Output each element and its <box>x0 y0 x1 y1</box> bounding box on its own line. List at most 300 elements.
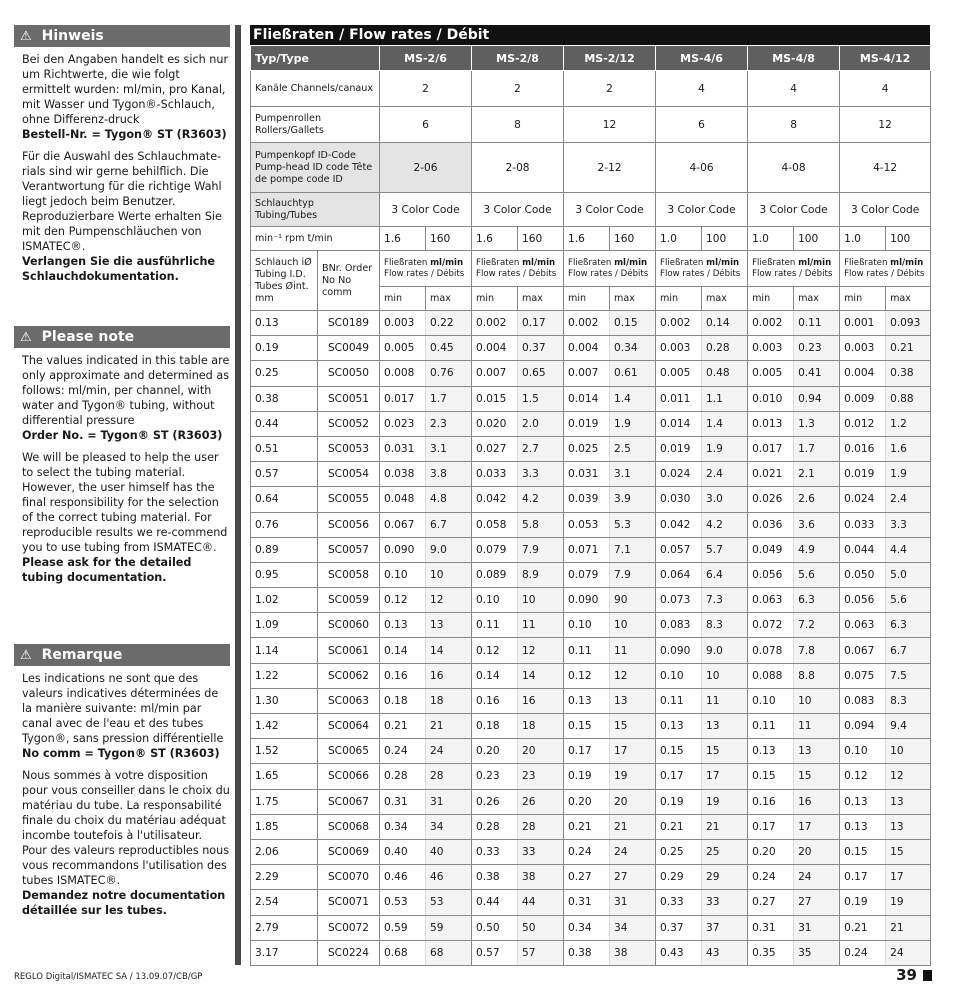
table-row <box>251 814 931 839</box>
flow-value-cell: 16 <box>518 688 564 713</box>
flow-value-cell: 0.025 <box>564 436 610 461</box>
min-header-cell: min <box>840 287 886 311</box>
rpm-min-cell: 1.0 <box>656 227 702 251</box>
channels-row <box>251 71 931 107</box>
table-row <box>251 537 931 562</box>
table-row <box>251 789 931 814</box>
flow-label-cell <box>380 251 472 287</box>
flow-label-cell <box>840 251 931 287</box>
rpm-min-cell: 1.6 <box>564 227 610 251</box>
flow-value-cell: 0.31 <box>564 890 610 915</box>
flow-value-cell: 17 <box>886 865 931 890</box>
flow-label-cell <box>656 251 748 287</box>
idcode-cell: 4-08 <box>748 143 840 193</box>
paragraph: Les indications ne sont que des valeurs indicatives déterminées de la manière suivante: ml/min par canal avec de l'eau et des tubes Tygon®, sans pression différentielle No comm = Tygon® ST (R3603) <box>22 672 224 761</box>
flow-value-cell: 0.039 <box>564 487 610 512</box>
paragraph: The values indicated in this table are only approximate and determined as follows: ml/min, per channel, with water and Tygon® tubing, without differential pressure Order No. = Tygon® ST (R3603) <box>22 354 230 443</box>
tube-id-cell: 2.06 <box>251 839 318 864</box>
flow-value-cell: 0.28 <box>702 336 748 361</box>
rpm-max-cell: 160 <box>518 227 564 251</box>
flow-value-cell: 0.65 <box>518 361 564 386</box>
channels-cell: 2 <box>472 71 564 107</box>
flow-label-text: Flow rates / Débits <box>660 268 741 279</box>
flow-value-cell: 0.41 <box>794 361 840 386</box>
flow-value-cell: 0.053 <box>564 512 610 537</box>
flow-value-cell: 6.7 <box>426 512 472 537</box>
flow-value-cell: 0.019 <box>564 411 610 436</box>
section-title: Please note <box>41 329 135 345</box>
order-no-cell: SC0072 <box>318 915 380 940</box>
flow-value-cell: 0.031 <box>380 436 426 461</box>
flow-value-cell: 0.15 <box>748 764 794 789</box>
type-header-cell: MS-4/6 <box>656 46 748 71</box>
flow-value-cell: 1.4 <box>610 386 656 411</box>
flow-value-cell: 0.004 <box>564 336 610 361</box>
flow-value-cell: 8.3 <box>702 613 748 638</box>
flow-label-row <box>251 251 931 287</box>
tube-id-label: Schlauch iØ Tubing I.D. Tubes Øint. mm <box>251 251 318 311</box>
rpm-max-cell: 100 <box>794 227 840 251</box>
flow-value-cell: 29 <box>702 865 748 890</box>
flow-value-cell: 35 <box>794 940 840 965</box>
rpm-max-cell: 100 <box>702 227 748 251</box>
flow-value-cell: 9.0 <box>702 638 748 663</box>
flow-value-cell: 0.023 <box>380 411 426 436</box>
flow-value-cell: 7.9 <box>610 562 656 587</box>
flow-value-cell: 1.5 <box>518 386 564 411</box>
rollers-label: Pumpenrollen Rollers/Gallets <box>251 107 380 143</box>
flow-value-cell: 0.13 <box>840 814 886 839</box>
flow-value-cell: 0.007 <box>472 361 518 386</box>
table-row <box>251 386 931 411</box>
order-no-cell: SC0051 <box>318 386 380 411</box>
flow-value-cell: 2.3 <box>426 411 472 436</box>
flow-value-cell: 20 <box>518 739 564 764</box>
flow-value-cell: 13 <box>426 613 472 638</box>
tube-id-cell: 1.09 <box>251 613 318 638</box>
flow-value-cell: 0.031 <box>564 462 610 487</box>
flow-value-cell: 0.083 <box>656 613 702 638</box>
divider-bar <box>235 25 241 965</box>
tube-id-cell: 2.79 <box>251 915 318 940</box>
flow-value-cell: 1.4 <box>702 411 748 436</box>
order-no-cell: SC0054 <box>318 462 380 487</box>
table-row <box>251 336 931 361</box>
table-title: Fließraten / Flow rates / Débit <box>250 25 930 45</box>
flow-value-cell: 0.090 <box>656 638 702 663</box>
rollers-cell: 6 <box>380 107 472 143</box>
flow-value-cell: 0.13 <box>380 613 426 638</box>
flow-value-cell: 0.067 <box>840 638 886 663</box>
flow-value-cell: 0.25 <box>656 839 702 864</box>
flow-value-cell: 21 <box>426 714 472 739</box>
flow-value-cell: 10 <box>610 613 656 638</box>
flow-value-cell: 0.11 <box>656 688 702 713</box>
channels-cell: 4 <box>748 71 840 107</box>
flow-value-cell: 0.19 <box>564 764 610 789</box>
flow-value-cell: 10 <box>794 688 840 713</box>
flow-value-cell: 0.76 <box>426 361 472 386</box>
flow-value-cell: 0.15 <box>610 311 656 336</box>
flow-value-cell: 13 <box>610 688 656 713</box>
flow-label-text: Flow rates / Débits <box>476 268 557 279</box>
flow-value-cell: 0.12 <box>564 663 610 688</box>
idcode-cell: 4-12 <box>840 143 931 193</box>
tube-id-cell: 0.57 <box>251 462 318 487</box>
flow-value-cell: 9.4 <box>886 714 931 739</box>
flow-value-cell: 0.40 <box>380 839 426 864</box>
flow-value-cell: 0.008 <box>380 361 426 386</box>
flow-value-cell: 90 <box>610 588 656 613</box>
table-row <box>251 865 931 890</box>
flow-rates-panel <box>250 25 930 966</box>
flow-value-cell: 0.68 <box>380 940 426 965</box>
flow-value-cell: 4.2 <box>702 512 748 537</box>
flow-value-cell: 0.61 <box>610 361 656 386</box>
order-no-cell: SC0064 <box>318 714 380 739</box>
min-header-cell: min <box>472 287 518 311</box>
flow-value-cell: 0.24 <box>748 865 794 890</box>
flow-value-cell: 15 <box>794 764 840 789</box>
flow-label-cell <box>564 251 656 287</box>
flow-value-cell: 0.13 <box>564 688 610 713</box>
flow-value-cell: 0.001 <box>840 311 886 336</box>
order-no-cell: SC0071 <box>318 890 380 915</box>
type-header-cell: MS-2/8 <box>472 46 564 71</box>
flow-value-cell: 0.030 <box>656 487 702 512</box>
flow-value-cell: 0.28 <box>380 764 426 789</box>
tube-id-cell: 2.54 <box>251 890 318 915</box>
flow-value-cell: 0.20 <box>564 789 610 814</box>
flow-value-cell: 0.026 <box>748 487 794 512</box>
flow-value-cell: 0.57 <box>472 940 518 965</box>
tubing-cell: 3 Color Code <box>380 193 472 227</box>
type-header-cell: MS-4/12 <box>840 46 931 71</box>
flow-value-cell: 11 <box>518 613 564 638</box>
tube-id-cell: 0.44 <box>251 411 318 436</box>
flow-value-cell: 10 <box>426 562 472 587</box>
rollers-row <box>251 107 931 143</box>
flow-value-cell: 0.056 <box>840 588 886 613</box>
flow-value-cell: 0.11 <box>472 613 518 638</box>
flow-value-cell: 0.10 <box>564 613 610 638</box>
flow-value-cell: 3.0 <box>702 487 748 512</box>
flow-label-text: Flow rates / Débits <box>844 268 925 279</box>
flow-value-cell: 0.079 <box>472 537 518 562</box>
flow-value-cell: 0.26 <box>472 789 518 814</box>
flow-value-cell: 17 <box>702 764 748 789</box>
rpm-min-cell: 1.6 <box>472 227 518 251</box>
tube-id-cell: 0.89 <box>251 537 318 562</box>
flow-value-cell: 0.050 <box>840 562 886 587</box>
flow-value-cell: 0.11 <box>748 714 794 739</box>
page-marker <box>923 970 932 981</box>
flow-value-cell: 0.004 <box>472 336 518 361</box>
flow-value-cell: 0.34 <box>564 915 610 940</box>
flow-value-cell: 0.003 <box>656 336 702 361</box>
tube-id-cell: 1.30 <box>251 688 318 713</box>
flow-value-cell: 0.13 <box>656 714 702 739</box>
type-header-row <box>251 46 931 71</box>
flow-label-text: Fließraten <box>476 257 523 268</box>
flow-value-cell: 0.012 <box>840 411 886 436</box>
table-row <box>251 663 931 688</box>
flow-value-cell: 0.064 <box>656 562 702 587</box>
flow-label-unit: ml/min <box>798 257 832 268</box>
table-row <box>251 462 931 487</box>
rpm-max-cell: 160 <box>610 227 656 251</box>
flow-value-cell: 7.3 <box>702 588 748 613</box>
order-no-cell: SC0057 <box>318 537 380 562</box>
flow-value-cell: 0.042 <box>472 487 518 512</box>
flow-value-cell: 31 <box>794 915 840 940</box>
section-title: Hinweis <box>41 28 104 44</box>
flow-value-cell: 13 <box>886 814 931 839</box>
flow-value-cell: 0.083 <box>840 688 886 713</box>
rollers-cell: 12 <box>840 107 931 143</box>
footer-text: REGLO Digital/ISMATEC SA / 13.09.07/CB/GP <box>14 972 203 982</box>
table-row <box>251 915 931 940</box>
flow-value-cell: 27 <box>794 890 840 915</box>
warning-triangle-icon: ⚠ <box>20 28 32 44</box>
flow-value-cell: 0.019 <box>656 436 702 461</box>
flow-value-cell: 0.21 <box>886 336 931 361</box>
table-row <box>251 512 931 537</box>
tube-id-cell: 1.52 <box>251 739 318 764</box>
flow-value-cell: 0.003 <box>840 336 886 361</box>
flow-value-cell: 0.072 <box>748 613 794 638</box>
flow-value-cell: 13 <box>702 714 748 739</box>
flow-label-unit: ml/min <box>890 257 924 268</box>
flow-value-cell: 0.17 <box>656 764 702 789</box>
flow-value-cell: 0.020 <box>472 411 518 436</box>
flow-value-cell: 1.1 <box>702 386 748 411</box>
flow-value-cell: 0.24 <box>380 739 426 764</box>
order-no-cell: SC0065 <box>318 739 380 764</box>
page-number: 39 <box>896 966 932 984</box>
flow-value-cell: 0.37 <box>518 336 564 361</box>
flow-value-cell: 0.37 <box>656 915 702 940</box>
paragraph: Bei den Angaben handelt es sich nur um Richtwerte, die wie folgt ermittelt wurden: ml/min, pro Kanal, mit Wasser und Tygon®-Schlauch, ohne Differenz-druck Bestell-Nr. = Tygon® ST (R3603) <box>22 53 229 142</box>
flow-value-cell: 0.019 <box>840 462 886 487</box>
flow-value-cell: 1.9 <box>886 462 931 487</box>
flow-value-cell: 1.3 <box>794 411 840 436</box>
flow-value-cell: 3.3 <box>518 462 564 487</box>
flow-value-cell: 0.024 <box>656 462 702 487</box>
flow-value-cell: 0.94 <box>794 386 840 411</box>
section-header-note <box>14 326 230 348</box>
flow-value-cell: 0.59 <box>380 915 426 940</box>
tubing-cell: 3 Color Code <box>748 193 840 227</box>
flow-label-text: Fließraten <box>384 257 431 268</box>
tubing-label: Schlauchtyp Tubing/Tubes <box>251 193 380 227</box>
sidebar-notes <box>14 25 230 925</box>
flow-value-cell: 8.8 <box>794 663 840 688</box>
flow-value-cell: 6.7 <box>886 638 931 663</box>
idcode-cell: 2-08 <box>472 143 564 193</box>
paragraph: We will be pleased to help the user to select the tubing material. However, the user himself has the final responsibility for the selection of the correct tubing material. For reproducible results we re-commend you to use tubing from ISMATEC®. Please ask for the detailed tubing documentation. <box>22 450 228 585</box>
type-header-cell: MS-4/8 <box>748 46 840 71</box>
table-row <box>251 361 931 386</box>
tube-id-cell: 0.76 <box>251 512 318 537</box>
flow-value-cell: 8.3 <box>886 688 931 713</box>
flow-label-text: Flow rates / Débits <box>568 268 649 279</box>
flow-value-cell: 0.027 <box>472 436 518 461</box>
flow-label-text: Fließraten <box>660 257 707 268</box>
type-header-cell: MS-2/12 <box>564 46 656 71</box>
flow-value-cell: 6.3 <box>794 588 840 613</box>
type-label: Typ/Type <box>251 46 380 71</box>
flow-value-cell: 15 <box>610 714 656 739</box>
tube-id-cell: 0.64 <box>251 487 318 512</box>
flow-value-cell: 1.6 <box>886 436 931 461</box>
flow-value-cell: 1.9 <box>702 436 748 461</box>
section-remarque <box>14 644 230 919</box>
flow-value-cell: 5.6 <box>886 588 931 613</box>
tube-id-cell: 0.19 <box>251 336 318 361</box>
tube-id-cell: 2.29 <box>251 865 318 890</box>
flow-value-cell: 0.44 <box>472 890 518 915</box>
flow-value-cell: 5.6 <box>794 562 840 587</box>
flow-value-cell: 31 <box>426 789 472 814</box>
flow-value-cell: 6.4 <box>702 562 748 587</box>
flow-value-cell: 0.010 <box>748 386 794 411</box>
flow-value-cell: 27 <box>610 865 656 890</box>
flow-value-cell: 0.24 <box>564 839 610 864</box>
flow-value-cell: 0.34 <box>380 814 426 839</box>
table-row <box>251 436 931 461</box>
flow-rates-table <box>250 45 931 966</box>
flow-value-cell: 0.20 <box>472 739 518 764</box>
flow-value-cell: 0.038 <box>380 462 426 487</box>
flow-value-cell: 5.0 <box>886 562 931 587</box>
flow-value-cell: 0.079 <box>564 562 610 587</box>
flow-value-cell: 34 <box>426 814 472 839</box>
flow-value-cell: 3.6 <box>794 512 840 537</box>
flow-value-cell: 0.10 <box>840 739 886 764</box>
tube-id-cell: 0.95 <box>251 562 318 587</box>
flow-value-cell: 21 <box>610 814 656 839</box>
flow-value-cell: 0.38 <box>564 940 610 965</box>
section-header-hinweis <box>14 25 230 47</box>
flow-label-cell <box>472 251 564 287</box>
order-no-cell: SC0068 <box>318 814 380 839</box>
flow-value-cell: 2.4 <box>886 487 931 512</box>
flow-value-cell: 11 <box>794 714 840 739</box>
flow-value-cell: 0.19 <box>656 789 702 814</box>
flow-value-cell: 0.049 <box>748 537 794 562</box>
flow-value-cell: 19 <box>610 764 656 789</box>
tube-id-cell: 1.22 <box>251 663 318 688</box>
flow-value-cell: 17 <box>610 739 656 764</box>
order-no-cell: SC0062 <box>318 663 380 688</box>
flow-value-cell: 15 <box>886 839 931 864</box>
order-no-cell: SC0060 <box>318 613 380 638</box>
flow-value-cell: 13 <box>794 739 840 764</box>
flow-label-cell <box>748 251 840 287</box>
tube-id-cell: 0.13 <box>251 311 318 336</box>
flow-value-cell: 2.7 <box>518 436 564 461</box>
flow-value-cell: 0.090 <box>380 537 426 562</box>
flow-value-cell: 0.28 <box>472 814 518 839</box>
flow-value-cell: 0.004 <box>840 361 886 386</box>
flow-value-cell: 12 <box>886 764 931 789</box>
flow-label-unit: ml/min <box>614 257 648 268</box>
flow-value-cell: 0.002 <box>748 311 794 336</box>
flow-label-text: Fließraten <box>752 257 799 268</box>
flow-value-cell: 7.8 <box>794 638 840 663</box>
flow-value-cell: 0.071 <box>564 537 610 562</box>
flow-value-cell: 0.13 <box>840 789 886 814</box>
flow-value-cell: 0.88 <box>886 386 931 411</box>
flow-value-cell: 0.017 <box>380 386 426 411</box>
flow-value-cell: 38 <box>610 940 656 965</box>
flow-value-cell: 0.011 <box>656 386 702 411</box>
flow-value-cell: 0.29 <box>656 865 702 890</box>
flow-value-cell: 0.21 <box>564 814 610 839</box>
flow-value-cell: 3.3 <box>886 512 931 537</box>
idcode-cell: 4-06 <box>656 143 748 193</box>
tube-id-cell: 1.85 <box>251 814 318 839</box>
flow-value-cell: 18 <box>426 688 472 713</box>
flow-value-cell: 0.014 <box>656 411 702 436</box>
flow-value-cell: 24 <box>794 865 840 890</box>
flow-value-cell: 0.005 <box>656 361 702 386</box>
flow-value-cell: 44 <box>518 890 564 915</box>
flow-value-cell: 0.13 <box>748 739 794 764</box>
order-no-cell: SC0063 <box>318 688 380 713</box>
rollers-cell: 6 <box>656 107 748 143</box>
max-header-cell: max <box>794 287 840 311</box>
section-hinweis <box>14 25 230 326</box>
flow-value-cell: 0.11 <box>794 311 840 336</box>
flow-value-cell: 0.067 <box>380 512 426 537</box>
warning-triangle-icon: ⚠ <box>20 329 32 345</box>
flow-value-cell: 28 <box>518 814 564 839</box>
flow-value-cell: 2.4 <box>702 462 748 487</box>
table-row <box>251 940 931 965</box>
tube-id-cell: 0.51 <box>251 436 318 461</box>
flow-value-cell: 7.1 <box>610 537 656 562</box>
flow-value-cell: 1.2 <box>886 411 931 436</box>
type-header-cell: MS-2/6 <box>380 46 472 71</box>
flow-value-cell: 57 <box>518 940 564 965</box>
table-row <box>251 638 931 663</box>
flow-value-cell: 12 <box>426 588 472 613</box>
order-no-cell: SC0055 <box>318 487 380 512</box>
flow-value-cell: 21 <box>702 814 748 839</box>
flow-value-cell: 24 <box>886 940 931 965</box>
rpm-max-cell: 100 <box>886 227 931 251</box>
flow-value-cell: 4.4 <box>886 537 931 562</box>
flow-value-cell: 0.12 <box>380 588 426 613</box>
flow-value-cell: 0.12 <box>840 764 886 789</box>
tubing-cell: 3 Color Code <box>656 193 748 227</box>
flow-value-cell: 0.19 <box>840 890 886 915</box>
flow-value-cell: 0.056 <box>748 562 794 587</box>
flow-label-text: Fließraten <box>568 257 615 268</box>
flow-value-cell: 0.17 <box>840 865 886 890</box>
order-no-cell: SC0052 <box>318 411 380 436</box>
flow-value-cell: 17 <box>794 814 840 839</box>
flow-value-cell: 20 <box>610 789 656 814</box>
flow-value-cell: 0.14 <box>380 638 426 663</box>
flow-value-cell: 0.002 <box>472 311 518 336</box>
flow-value-cell: 0.007 <box>564 361 610 386</box>
tube-id-cell: 1.42 <box>251 714 318 739</box>
channels-cell: 2 <box>380 71 472 107</box>
flow-value-cell: 28 <box>426 764 472 789</box>
